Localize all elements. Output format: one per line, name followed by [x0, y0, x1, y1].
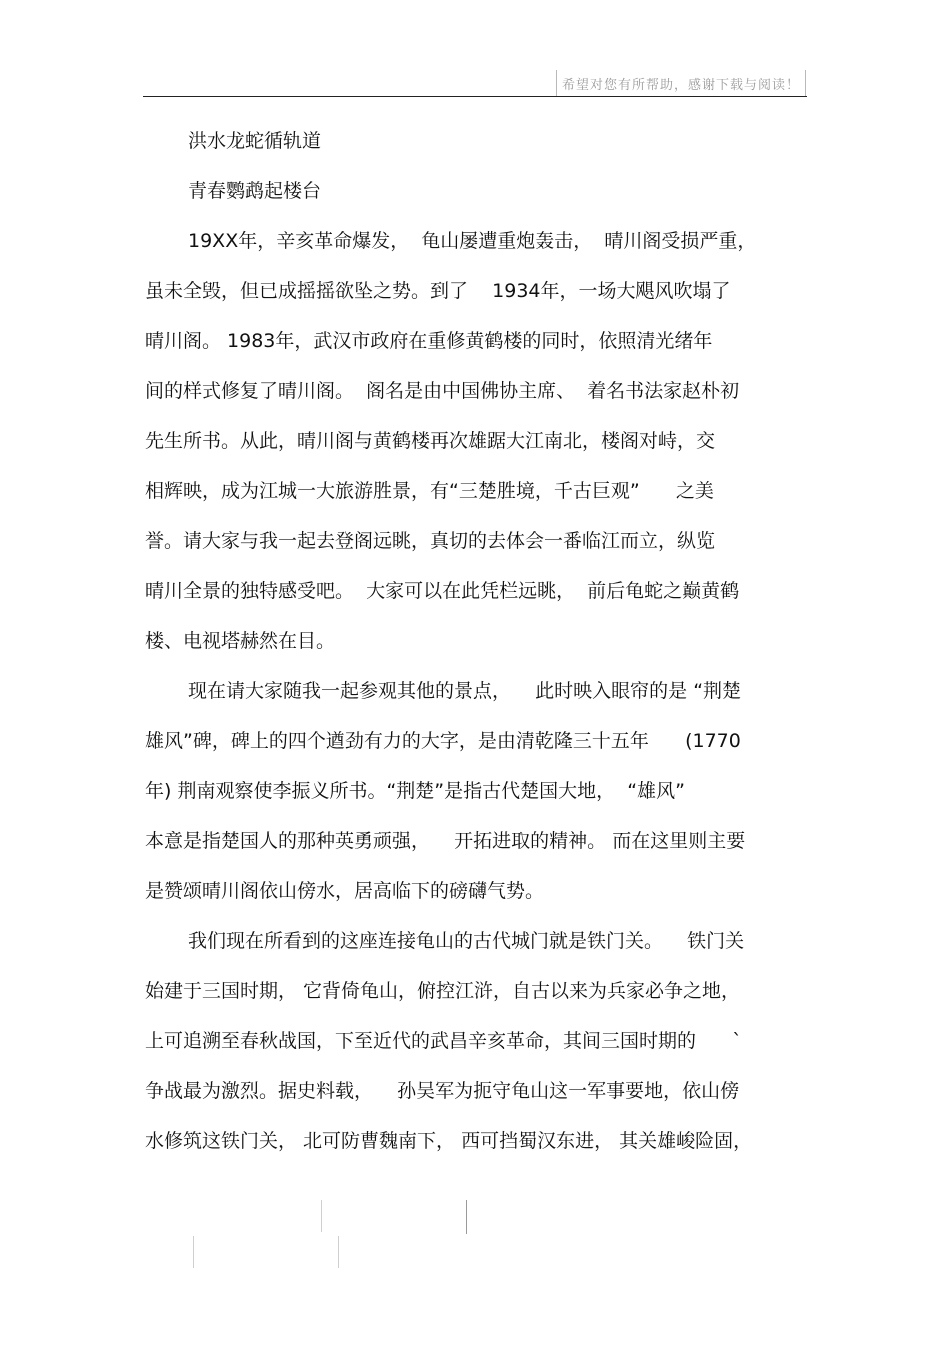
scan-artifact-line: [321, 1200, 322, 1232]
text-line: 晴川全景的独特感受吧。 大家可以在此凭栏远眺， 前后龟蛇之巅黄鹤: [145, 580, 740, 602]
text-line: 现在请大家随我一起参观其他的景点， 此时映入眼帘的是 “荆楚: [188, 680, 742, 702]
scan-artifact-line: [338, 1236, 339, 1268]
scan-artifact-line: [466, 1200, 467, 1234]
text-line: 间的样式修复了晴川阁。 阁名是由中国佛协主席、 着名书法家赵朴初: [145, 380, 740, 402]
text-line: 洪水龙蛇循轨道: [188, 130, 322, 152]
text-line: 水修筑这铁门关， 北可防曹魏南下， 西可挡蜀汉东进， 其关雄峻险固，: [145, 1130, 753, 1152]
scan-artifact-line: [193, 1236, 194, 1268]
text-line: 我们现在所看到的这座连接龟山的古代城门就是铁门关。 铁门关: [188, 930, 745, 952]
text-line: 始建于三国时期， 它背倚龟山，俯控江浒，自古以来为兵家必争之地，: [145, 980, 741, 1002]
text-line: 楼、电视塔赫然在目。: [145, 630, 336, 652]
text-line: 雄风”碑，碑上的四个遒劲有力的大字，是由清乾隆三十五年 (1770: [145, 730, 741, 752]
text-line: 虽未全毁，但已成摇摇欲坠之势。到了 1934年，一场大飓风吹塌了: [145, 280, 731, 302]
text-line: 先生所书。从此，晴川阁与黄鹤楼再次雄踞大江南北，楼阁对峙，交: [145, 430, 716, 452]
text-line: 晴川阁。 1983年，武汉市政府在重修黄鹤楼的同时，依照清光绪年: [145, 330, 713, 352]
header-tagline: 希望对您有所帮助，感谢下载与阅读！: [556, 70, 806, 96]
text-line: 青春鹦鹉起楼台: [188, 180, 322, 202]
text-line: 誉。请大家与我一起去登阁远眺，真切的去体会一番临江而立，纵览: [145, 530, 716, 552]
text-line: 本意是指楚国人的那种英勇顽强， 开拓进取的精神。 而在这里则主要: [145, 830, 746, 852]
text-line: 争战最为激烈。据史料载， 孙吴军为扼守龟山这一军事要地，依山傍: [145, 1080, 740, 1102]
text-line: 年) 荆南观察使李振义所书。“荆楚”是指古代楚国大地， “雄风”: [145, 780, 685, 802]
header-divider: [143, 96, 807, 97]
text-line: 相辉映，成为江城一大旅游胜景，有“三楚胜境，千古巨观” 之美: [145, 480, 714, 502]
text-line: 19XX年，辛亥革命爆发， 龟山屡遭重炮轰击， 晴川阁受损严重，: [188, 230, 757, 252]
text-line: 上可追溯至春秋战国，下至近代的武昌辛亥革命，其间三国时期的 `: [145, 1030, 742, 1052]
text-line: 是赞颂晴川阁依山傍水，居高临下的磅礴气势。: [145, 880, 545, 902]
